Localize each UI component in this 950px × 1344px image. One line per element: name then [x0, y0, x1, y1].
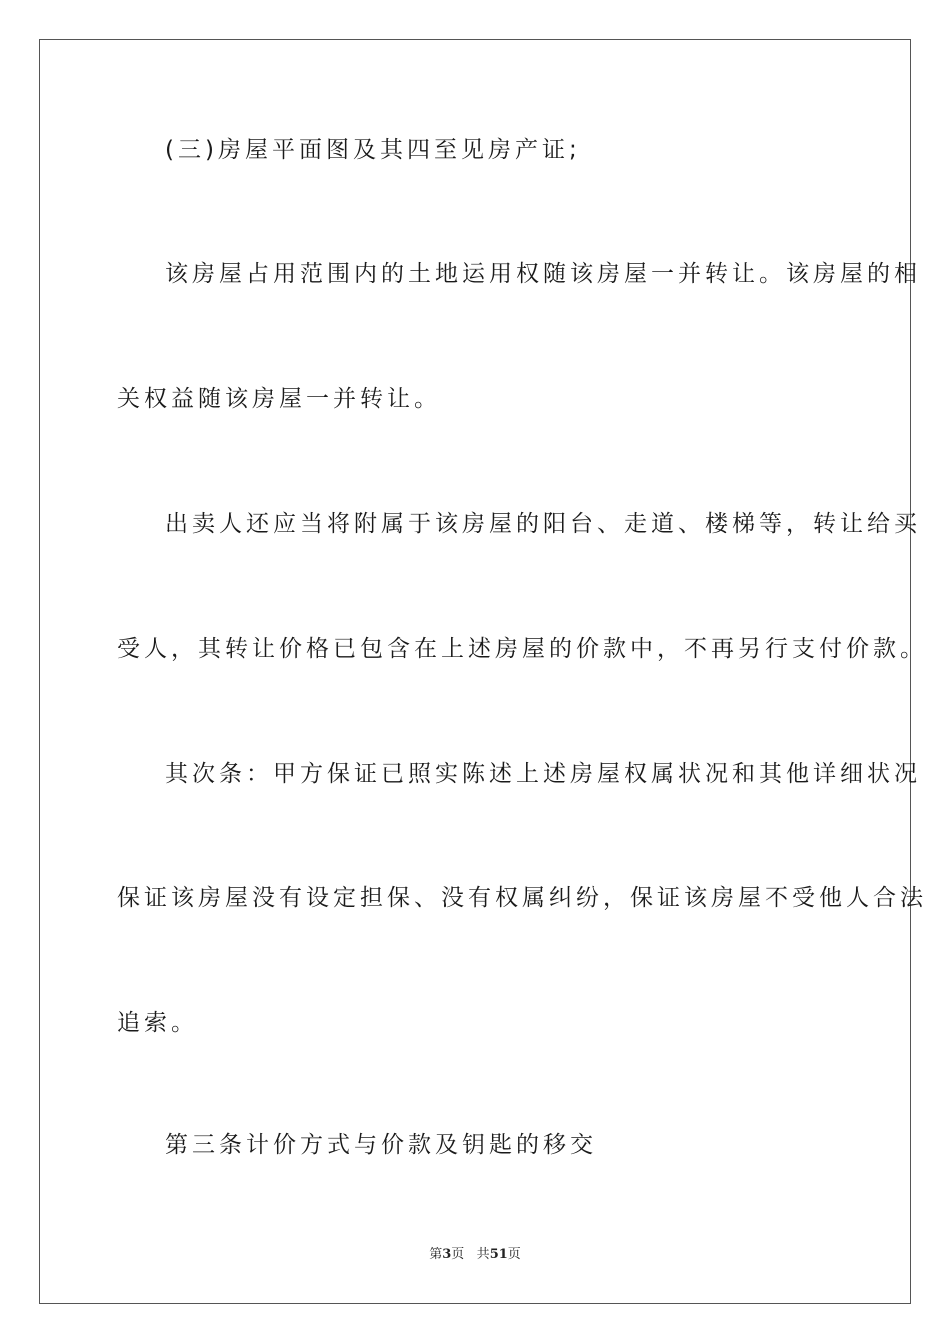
footer-total-prefix: 共: [476, 1247, 490, 1262]
paragraph-line: 出卖人还应当将附属于该房屋的阳台、走道、楼梯等，转让给买: [165, 511, 921, 537]
page-border: [39, 39, 927, 1304]
paragraph-line: 追索。: [117, 1010, 198, 1036]
page-footer: [0, 1246, 950, 1264]
current-page-number: 3: [442, 1247, 452, 1262]
paragraph-line: 其次条：甲方保证已照实陈述上述房屋权属状况和其他详细状况: [165, 761, 921, 787]
footer-page-word: 页: [451, 1247, 465, 1262]
paragraph-line: 受人，其转让价格已包含在上述房屋的价款中，不再另行支付价款。: [117, 636, 927, 662]
paragraph-line: (三)房屋平面图及其四至见房产证;: [165, 137, 581, 163]
footer-prefix: 第: [429, 1247, 443, 1262]
paragraph-line: 关权益随该房屋一并转让。: [117, 386, 441, 412]
footer-total-suffix: 页: [507, 1247, 521, 1262]
total-pages-number: 51: [489, 1247, 508, 1262]
section-heading: 第三条计价方式与价款及钥匙的移交: [165, 1132, 597, 1158]
paragraph-line: 该房屋占用范围内的土地运用权随该房屋一并转让。该房屋的相: [165, 261, 921, 287]
paragraph-line: 保证该房屋没有设定担保、没有权属纠纷，保证该房屋不受他人合法: [117, 885, 927, 911]
